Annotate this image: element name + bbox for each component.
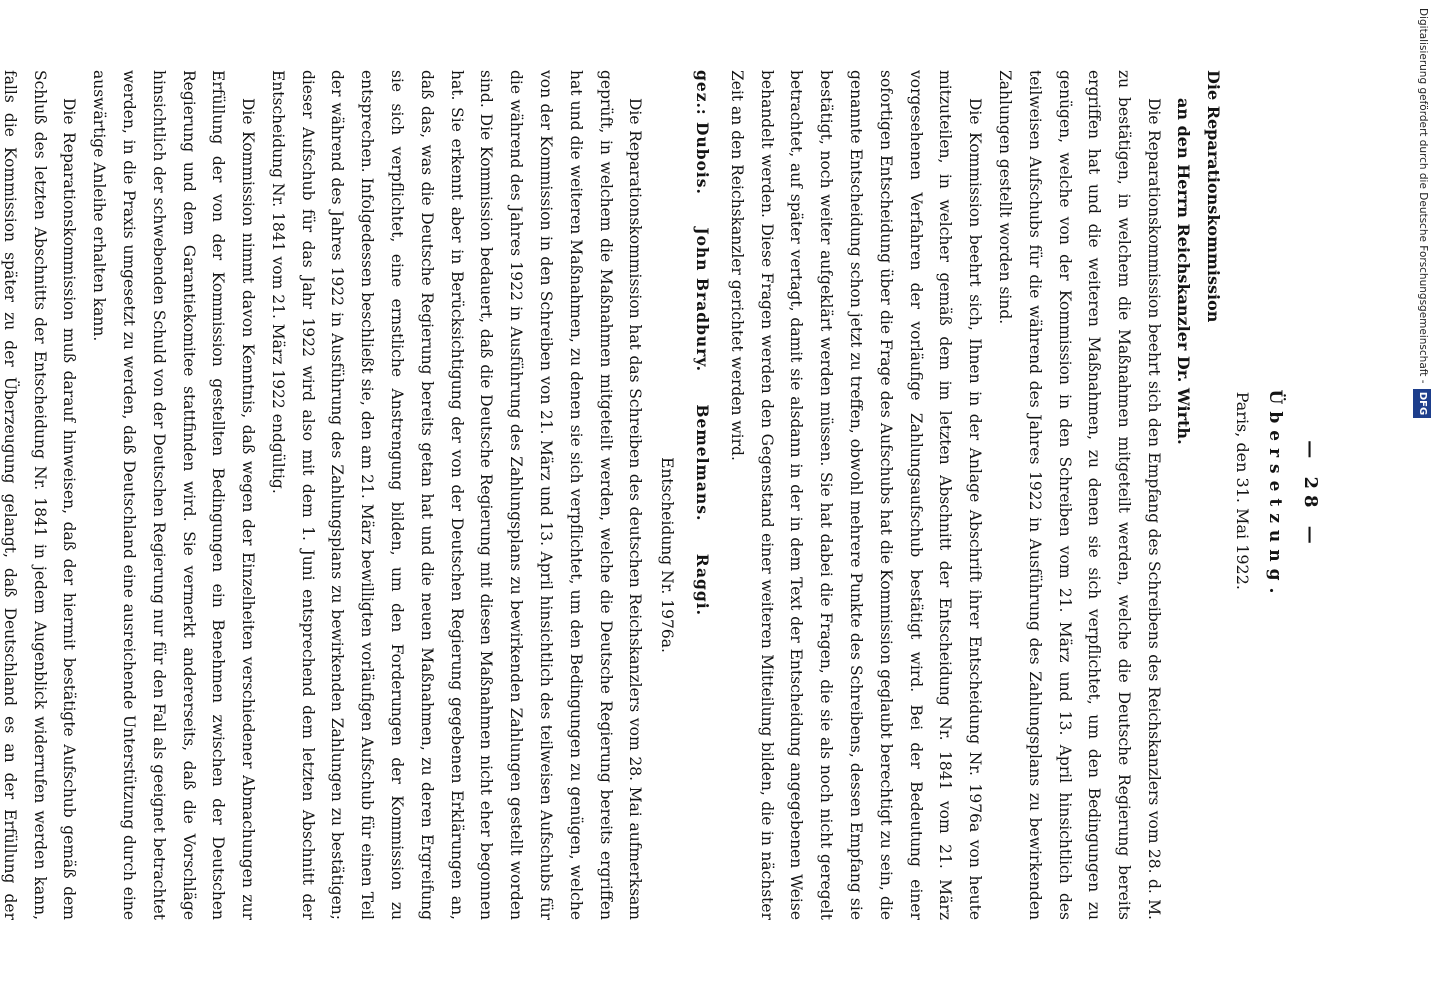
signature: gez.: Dubois. xyxy=(693,70,713,195)
letter-heading-sender: Die Reparationskommission xyxy=(1203,70,1223,323)
document-title: Übersetzung. xyxy=(1265,389,1286,601)
decision-paragraph: Die Kommission nimmt davon Kenntnis, daß wegen der Einzelheiten verschiedener Abmachungen zur Erfüllung der von der Kommission gestellten Bedingungen ein Benehmen zwischen der Deutschen Regierung und dem Garantiekomitee stattfinden wird. Sie vermerkt andererseits, daß die Vorschläge hinsichtlich der schwebenden Schuld von der Deutschen Regierung nur für den Fall als geeignet betrachtet werden, in die Praxis umgesetzt zu werden, daß Deutschland eine ausreichende Unterstützung durch eine auswärtige Anleihe erhalten kann. xyxy=(90,70,258,920)
signature: John Bradbury. xyxy=(693,227,713,372)
decision-paragraph: Die Reparationskommission hat das Schreiben des deutschen Reichskanzlers vom 28. Mai aufmerksam geprüft, in welchem die Maßnahmen mitgeteilt werden, welche die Deutsche Regierung bereits ergriffen hat und die weiteren Maßnahmen, zu denen sie sich verpflichtet, um den Bedingungen zu genügen, welche von der Kommission in den Schreiben von 21. März und 13. April hinsichtlich des teilweisen Aufschubs für die während des Jahres 1922 in Ausführung des Zahlungsplans zu bewirkenden Zahlungen gestellt worden sind. Die Kommission bedauert, daß die Deutsche Regierung mit diesen Maßnahmen nicht eher begonnen hat. Sie erkennt aber in Berücksichtigung der von der Deutschen Regierung gegebenen Erklärungen an, daß das, was die Deutsche Regierung bereits getan hat und die neuen Maßnahmen, zu deren Ergreifung sie sich verpflichtet, eine ernstliche Anstrengung bilden, um den Forderungen der Kommission zu entsprechen. Infolgedessen beschließt sie, den am 21. März bewilligten vorläufigen Aufschub für einen Teil der während des Jahres 1922 in Ausführung des Zahlungsplans zu bewirkenden Zahlungen zu bestätigen; dieser Aufschub für das Jahr 1922 wird also mit dem 1. Juni entsprechend dem letzten Abschnitt der Entscheidung Nr. 1841 vom 21. März 1922 endgültig. xyxy=(268,70,645,920)
dfg-logo: DFG xyxy=(1413,389,1431,418)
signature: Bemelmans. xyxy=(693,404,713,522)
page-number: — 28 — xyxy=(1300,440,1321,550)
letter-paragraph: Die Reparationskommission beehrt sich den Empfang des Schreibens des Reichskanzlers vom 28. d. M. zu bestätigen, in welchem die Maßnahmen mitgeteilt werden, welche die Deutsche Regierung bereits ergriffen hat und die weiteren Maßnahmen, zu denen sie sich verpflichtet, um den Bedingungen zu genügen, welche von der Kommission in den Schreiben vom 21. März und 13. April hinsichtlich des teilweisen Aufschubs für die während des Jahres 1922 in Ausführung des Zahlungsplans zu bewirkenden Zahlungen gestellt worden sind. xyxy=(996,70,1164,920)
document-page xyxy=(0,20,1337,980)
decision-title: Entscheidung Nr. 1976a. xyxy=(658,457,677,653)
signature-line xyxy=(687,70,717,920)
digitization-credit xyxy=(1414,8,1432,1003)
decision-paragraph: Die Reparationskommission muß darauf hinweisen, daß der hiermit bestätigte Aufschub gemäß dem Schluß des letzten Abschnitts der Entscheidung Nr. 1841 in jedem Augenblick widerrufen werden kann, falls die Kommission später zu der Überzeugung gelangt, daß Deutschland es an der Erfüllung der xyxy=(0,70,79,920)
letter-heading-recipient: an den Herrn Reichskanzler Dr. Wirth. xyxy=(1173,98,1193,445)
letter-paragraph: Die Kommission beehrt sich, Ihnen in der Anlage Abschrift ihrer Entscheidung Nr. 1976a von heute mitzuteilen, in welcher gemäß dem im letzten Abschnitt der Entscheidung Nr. 1841 vom 21. März vorgesehenen Verfahren der vorläufige Zahlungsaufschub bestätigt wird. Bei der Bedeutung einer sofortigen Entscheidung über die Frage des Aufschubs hat die Kommission geglaubt berechtigt zu sein, die genannte Entscheidung schon jetzt zu treffen, obwohl mehrere Punkte des Schreibens, dessen Empfang sie bestätigt, noch weiter aufgeklärt werden müssen. Sie hat dabei die Fragen, die sie als noch nicht geregelt betrachtet, auf später vertagt, damit sie alsdann in der in dem Text der Entscheidung angegebenen Weise behandelt werden. Diese Fragen werden den Gegenstand einer weiteren Mitteilung bilden, die in nächster Zeit an den Reichskanzler gerichtet werden wird. xyxy=(727,70,985,920)
place-date: Paris, den 31. Mai 1922. xyxy=(1233,391,1253,590)
signature: Raggi. xyxy=(693,553,713,616)
credit-text: Digitalisierung gefördert durch die Deutsche Forschungsgemeinschaft - xyxy=(1417,8,1429,384)
